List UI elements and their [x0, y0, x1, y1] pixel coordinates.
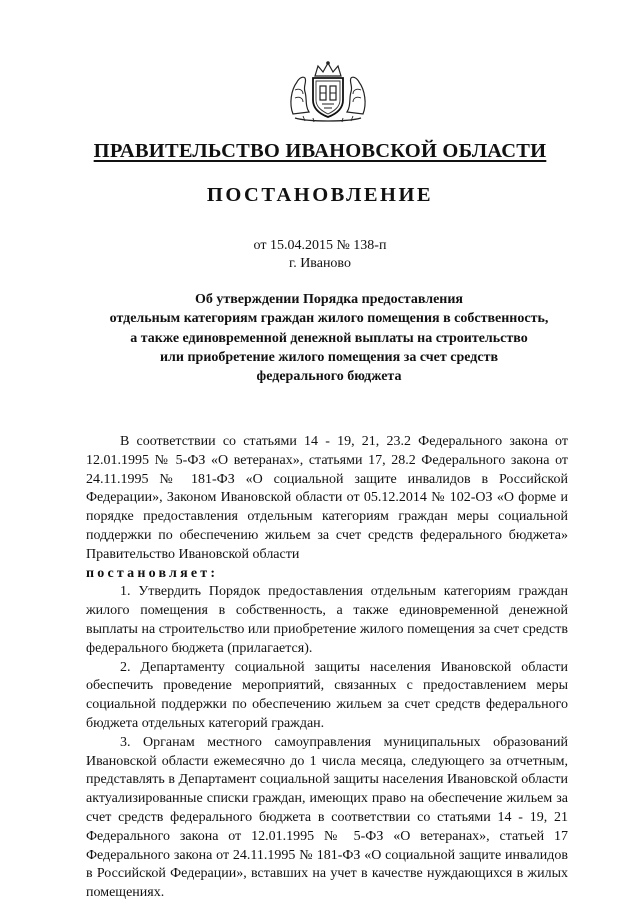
government-title: ПРАВИТЕЛЬСТВО ИВАНОВСКОЙ ОБЛАСТИ — [93, 140, 547, 162]
subject-line: Об утверждении Порядка предоставления — [194, 292, 464, 307]
resolve-colon: : — [210, 565, 216, 581]
preamble-text: В соответствии со статьями 14 - 19, 21, 23.2 Федерального закона от 12.01.1995 № 5-ФЗ «О ветеранах», статьями 17, 28.2 Федерального закона от 24.11.1995 № 181-ФЗ «О социальной защите инвалидов в Российской Федерации», Законом Ивановской области от 05.12.2014 № 102-ОЗ «О форме и порядке предоставления отдельным категориям граждан меры социальной поддержки по обеспечению жильем за счет средств федерального бюджета» Правительство Ивановской области — [86, 434, 568, 562]
document-type-title: ПОСТАНОВЛЕНИЕ — [206, 184, 434, 206]
subject-line: отдельным категориям граждан жилого помещения в собственность, — [109, 311, 549, 327]
item-paragraph: 1. Утвердить Порядок предоставления отдельным категориям граждан жилого помещения в собственность, а также единовременной денежной выплаты на строительство или приобретение жилого помещения за счет средств федерального бюджета (прилагается). — [86, 584, 568, 656]
document-city: г. Иваново — [289, 256, 351, 271]
subject-line: федерального бюджета — [256, 369, 402, 385]
document-date-number: от 15.04.2015 № 138-п — [253, 238, 387, 253]
coat-of-arms-emblem — [285, 60, 371, 124]
document-body — [86, 433, 568, 903]
resolve-word: постановляет — [86, 565, 211, 581]
item-paragraph: 3. Органам местного самоуправления муниципальных образований Ивановской области ежемесячно до 1 числа месяца, следующего за отчетным, представлять в Департамент социальной защиты населения Ивановской области актуализированные списки граждан, имеющих право на обеспечение жильем за счет средств федерального бюджета в соответствии со статьями 14 - 19, 21 Федерального закона от 12.01.1995 № 5-ФЗ «О ветеранах», статьей 17 Федерального закона от 24.11.1995 № 181-ФЗ «О социальной защите инвалидов в Российской Федерации», вставших на учет в качестве нуждающихся в жилых помещениях. — [86, 734, 568, 901]
subject-line: а также единовременной денежной выплаты на строительство — [130, 330, 528, 346]
document-subject — [70, 290, 588, 386]
subject-line: или приобретение жилого помещения за счет средств — [159, 349, 499, 365]
preamble-paragraph — [86, 433, 568, 583]
item-paragraph: 2. Департаменту социальной защиты населения Ивановской области обеспечить проведение мероприятий, связанных с предоставлением меры социальной поддержки по обеспечению жильем за счет средств федерального бюджета отдельных категорий граждан. — [86, 659, 568, 731]
